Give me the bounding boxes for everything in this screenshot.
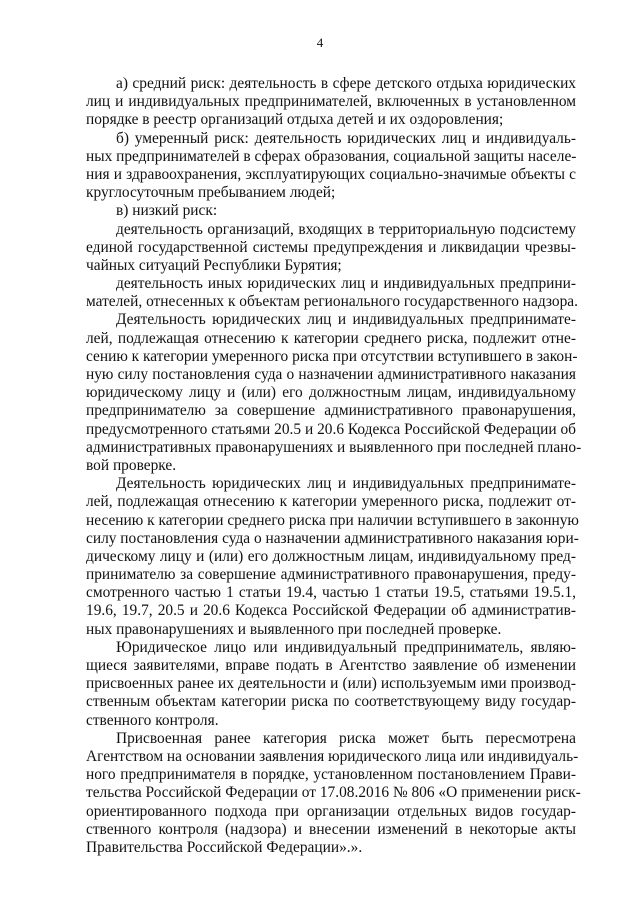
- paragraph: [86, 311, 582, 475]
- text-line: деятельность иных юридических лиц и индивидуальных предприни-: [116, 275, 576, 293]
- text-line: принимателю за совершение административного правонарушения, преду-: [86, 566, 576, 584]
- text-line: дическому лицу и (или) его должностным лицам, индивидуальному пред-: [86, 547, 576, 565]
- text-line: деятельность организаций, входящих в территориальную подсистему: [116, 220, 576, 238]
- text-line: ных предпринимателей в сферах образования, социальной защиты населе-: [86, 147, 577, 165]
- text-line: административных правонарушениях и выявленного при последней плано-: [86, 438, 582, 456]
- paragraph: [86, 130, 576, 203]
- text-line: а) средний риск: деятельность в сфере детского отдыха юридических: [116, 75, 576, 92]
- text-line: лей, подлежащая отнесению к категории умеренного риска, подлежит от-: [86, 493, 576, 511]
- paragraph: [86, 75, 576, 130]
- text-line: единой государственной системы предупреждения и ликвидации чрезвы-: [86, 238, 576, 256]
- text-line: присвоенных ранее их деятельности и (или) используемым ими производ-: [86, 675, 576, 693]
- text-line: смотренного частью 1 статьи 19.4, частью 1 статьи 19.5, статьями 19.5.1,: [86, 584, 576, 602]
- text-line: б) умеренный риск: деятельность юридических лиц и индивидуаль-: [116, 129, 576, 147]
- paragraph: [86, 729, 581, 857]
- text-line: предпринимателю за совершение административного правонарушения,: [86, 402, 576, 420]
- text-line: Правительства Российской Федерации».».: [86, 838, 363, 856]
- page-number: 4: [316, 35, 324, 50]
- text-line: порядке в реестр организаций отдыха детей и их оздоровления;: [86, 111, 504, 129]
- text-line: мателей, отнесенных к объектам регионального государственного надзора.: [86, 293, 578, 311]
- text-line: круглосуточным пребыванием людей;: [86, 184, 336, 202]
- text-line: ную силу постановления суда о назначении административного наказания: [86, 366, 576, 383]
- document-body: [86, 75, 582, 857]
- text-line: ориентированного подхода при организации отдельных видов государ-: [86, 802, 576, 820]
- paragraph: [86, 202, 576, 220]
- text-line: вой проверке.: [86, 456, 177, 474]
- text-line: ственного контроля.: [86, 711, 219, 729]
- paragraph: [86, 275, 576, 311]
- text-line: Деятельность юридических лиц и индивидуальных предпринимате-: [116, 311, 576, 329]
- text-line: ных правонарушениях и выявленного при последней проверке.: [86, 620, 502, 638]
- text-line: юридическому лицу и (или) его должностным лицам, индивидуальному: [86, 384, 576, 402]
- text-line: ственным объектам категории риска по соответствующему виду государ-: [86, 693, 576, 711]
- text-line: Юридическое лицо или индивидуальный предприниматель, являю-: [116, 638, 576, 656]
- text-line: ственного контроля (надзора) и внесении изменений в некоторые акты: [86, 820, 576, 838]
- paragraph: [86, 221, 576, 276]
- text-line: предусмотренного статьями 20.5 и 20.6 Кодекса Российской Федерации об: [86, 420, 576, 438]
- text-line: тельства Российской Федерации от 17.08.2016 № 806 «О применении риск-: [86, 784, 581, 802]
- text-line: щиеся заявителями, вправе подать в Агентство заявление об изменении: [86, 657, 576, 674]
- text-line: чайных ситуаций Республики Бурятия;: [86, 256, 342, 274]
- text-line: ного предпринимателя в порядке, установленном постановлением Прави-: [86, 766, 576, 784]
- text-line: лей, подлежащая отнесению к категории среднего риска, подлежит отне-: [86, 329, 576, 347]
- text-line: 19.6, 19.7, 20.5 и 20.6 Кодекса Российской Федерации об административ-: [86, 602, 576, 620]
- text-line: силу постановления суда о назначении административного наказания юри-: [86, 529, 579, 547]
- paragraph: [86, 475, 579, 639]
- paragraph: [86, 639, 576, 730]
- text-line: лиц и индивидуальных предпринимателей, включенных в установленном: [86, 93, 576, 111]
- text-line: несению к категории среднего риска при наличии вступившего в законную: [86, 511, 579, 529]
- text-line: Деятельность юридических лиц и индивидуальных предпринимате-: [116, 475, 576, 493]
- text-line: Агентством на основании заявления юридического лица или индивидуаль-: [86, 747, 579, 765]
- text-line: в) низкий риск:: [116, 202, 218, 220]
- text-line: ния и здравоохранения, эксплуатирующих социально-значимые объекты с: [86, 165, 576, 183]
- text-line: сению к категории умеренного риска при отсутствии вступившего в закон-: [86, 347, 578, 365]
- text-line: Присвоенная ранее категория риска может быть пересмотрена: [116, 729, 576, 747]
